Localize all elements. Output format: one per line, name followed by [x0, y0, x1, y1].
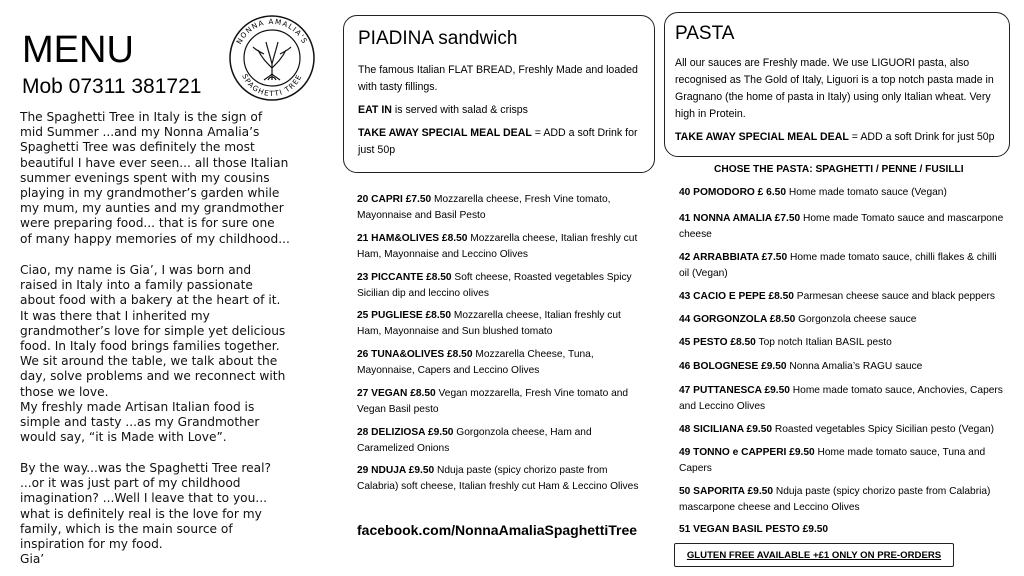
menu-item-name: 26 TUNA&OLIVES £8.50: [357, 349, 473, 360]
menu-item: [679, 359, 1009, 375]
menu-item-description: Mozzarella cheese, Italian freshly cut Ham, Mayonnaise and Sun blushed tomato: [357, 310, 621, 337]
menu-item-name: 28 DELIZIOSA £9.50: [357, 427, 454, 438]
menu-item: [679, 445, 1009, 477]
menu-item-name: 51 VEGAN BASIL PESTO £9.50: [679, 524, 829, 535]
pasta-box: [664, 12, 1010, 157]
facebook-link[interactable]: facebook.com/NonnaAmaliaSpaghettiTree: [357, 522, 638, 538]
menu-item-name: 43 CACIO E PEPE £8.50: [679, 291, 794, 302]
menu-item-description: Nonna Amalia’s RAGU sauce: [786, 361, 923, 372]
story-paragraph-1: The Spaghetti Tree in Italy is the sign of mid Summer ...and my Nonna Amalia’s Spaghetti Tree was definitely the most beautiful I have ever seen... all those Italian summer evenings spent with my cousins playing in my grandmother’s garden while my mum, my aunties and my grandmother were preparing food... that is for sure one of many happy memories of my childhood...: [20, 110, 290, 246]
choose-pasta-note: CHOSE THE PASTA: SPAGHETTI / PENNE / FUSILLI: [714, 164, 964, 175]
menu-item-description: Home made tomato sauce (Vegan): [786, 187, 947, 198]
menu-item-description: Roasted vegetables Spicy Sicilian pesto (Vegan): [772, 424, 995, 435]
menu-item: [357, 192, 645, 224]
menu-item-name: 41 NONNA AMALIA £7.50: [679, 213, 801, 224]
piadina-description: The famous Italian FLAT BREAD, Freshly Made and loaded with tasty fillings. EAT IN is served with salad & crisps TAKE AWAY SPECIAL MEAL DEAL = ADD a soft Drink for just 50p: [358, 62, 643, 165]
menu-item: [679, 484, 1009, 516]
menu-item: [679, 312, 1009, 328]
menu-item-description: Mozzarella cheese, Italian freshly cut Ham, Mayonnaise and Leccino Olives: [357, 233, 638, 260]
menu-item: [679, 522, 1009, 538]
eat-in-note: EAT IN is served with salad & crisps: [358, 104, 528, 116]
menu-item-name: 21 HAM&OLIVES £8.50: [357, 233, 468, 244]
menu-item: [357, 308, 645, 340]
menu-item-description: Parmesan cheese sauce and black peppers: [793, 291, 995, 302]
menu-item: [357, 425, 645, 457]
menu-title: MENU: [22, 29, 134, 71]
menu-item-name: 50 SAPORITA £9.50: [679, 486, 773, 497]
menu-item-name: 48 SICILIANA £9.50: [679, 424, 773, 435]
menu-item-name: 47 PUTTANESCA £9.50: [679, 385, 790, 396]
menu-item: [679, 383, 1009, 415]
menu-item-name: 25 PUGLIESE £8.50: [357, 310, 452, 321]
menu-item: [679, 335, 1009, 351]
phone-number: Mob 07311 381721: [22, 75, 202, 98]
menu-item: [357, 463, 645, 495]
menu-item-name: 45 PESTO £8.50: [679, 337, 756, 348]
piadina-meal-deal: TAKE AWAY SPECIAL MEAL DEAL = ADD a soft Drink for just 50p: [358, 127, 638, 156]
pasta-meal-deal: TAKE AWAY SPECIAL MEAL DEAL = ADD a soft Drink for just 50p: [675, 131, 995, 143]
menu-item-name: 44 GORGONZOLA £8.50: [679, 314, 796, 325]
menu-item-description: Home made Tomato sauce and mascarpone cheese: [679, 213, 1004, 240]
menu-item: [679, 185, 1009, 201]
menu-item-name: 49 TONNO e CAPPERI £9.50: [679, 447, 815, 458]
menu-item-description: Mozzarella Cheese, Tuna, Mayonnaise, Capers and Leccino Olives: [357, 349, 594, 376]
menu-item: [357, 270, 645, 302]
menu-item-description: Nduja paste (spicy chorizo paste from Calabria) mascarpone cheese and Leccino Olives: [679, 486, 991, 513]
menu-item-description: Home made tomato sauce, chilli flakes & chilli oil (Vegan): [679, 252, 997, 279]
story-paragraph-2: Ciao, my name is Gia’, I was born and raised in Italy into a family passionate about food with a bakery at the heart of it. It was there that I inherited my grandmother’s love for simple yet delicious food. In Italy food brings families together. We sit around the table, we talk about the day, solve problems and we reconnect with those we love. My freshly made Artisan Italian food is simple and tasty ...as my Grandmother would say, “it is Made with Love”.: [20, 263, 286, 445]
menu-item: [679, 289, 1009, 305]
menu-item-name: 40 POMODORO £ 6.50: [679, 187, 787, 198]
menu-item-name: 29 NDUJA £9.50: [357, 465, 435, 476]
menu-item: [679, 211, 1009, 243]
menu-item-description: Mozzarella cheese, Fresh Vine tomato, Mayonnaise and Basil Pesto: [357, 194, 611, 221]
menu-item-description: Top notch Italian BASIL pesto: [755, 337, 892, 348]
menu-item-description: Gorgonzola cheese, Ham and Caramelized Onions: [357, 427, 592, 454]
gluten-free-note: GLUTEN FREE AVAILABLE +£1 ONLY ON PRE-ORDERS: [674, 543, 954, 567]
menu-item: [679, 250, 1009, 282]
menu-item: [357, 347, 645, 379]
piadina-title: PIADINA sandwich: [358, 28, 518, 49]
pasta-description: All our sauces are Freshly made. We use LIGUORI pasta, also recognised as The Gold of Italy, Liguori is a top notch pasta made in Gragnano (the home of pasta in Italy) using only Italian wheat. Very high in Protein. TAKE AWAY SPECIAL MEAL DEAL = ADD a soft Drink for just 50p: [675, 55, 1005, 152]
menu-item-description: Nduja paste (spicy chorizo paste from Calabria) soft cheese, Italian freshly cut Ham & Leccino Olives: [357, 465, 639, 492]
menu-item-description: Soft cheese, Roasted vegetables Spicy Sicilian dip and leccino olives: [357, 272, 632, 299]
menu-item: [357, 231, 645, 263]
svg-text:NONNA AMALIA'S: NONNA AMALIA'S: [234, 16, 310, 46]
menu-item-name: 42 ARRABBIATA £7.50: [679, 252, 788, 263]
story-paragraph-3: By the way...was the Spaghetti Tree real? ...or it was just part of my childhood imagination? ...Well I leave that to you... what is definitely real is the love for my family, which is the main source of inspiration for my food. Gia’: [20, 461, 271, 567]
svg-text:SPAGHETTI TREE: SPAGHETTI TREE: [240, 72, 304, 99]
menu-item-description: Gorgonzola cheese sauce: [795, 314, 917, 325]
pasta-title: PASTA: [675, 23, 735, 44]
menu-item-description: Vegan mozzarella, Fresh Vine tomato and Vegan Basil pesto: [357, 388, 629, 415]
spaghetti-tree-logo: [228, 14, 316, 102]
tree-logo-icon: [228, 14, 316, 102]
menu-item-description: Home made tomato sauce, Anchovies, Capers and Leccino Olives: [679, 385, 1003, 412]
menu-item-description: Home made tomato sauce, Tuna and Capers: [679, 447, 986, 474]
menu-item: [679, 422, 1009, 438]
menu-item-name: 20 CAPRI £7.50: [357, 194, 432, 205]
menu-item-name: 46 BOLOGNESE £9.50: [679, 361, 787, 372]
menu-item-name: 23 PICCANTE £8.50: [357, 272, 452, 283]
menu-item: [357, 386, 645, 418]
menu-item-name: 27 VEGAN £8.50: [357, 388, 436, 399]
piadina-box: [343, 15, 655, 173]
